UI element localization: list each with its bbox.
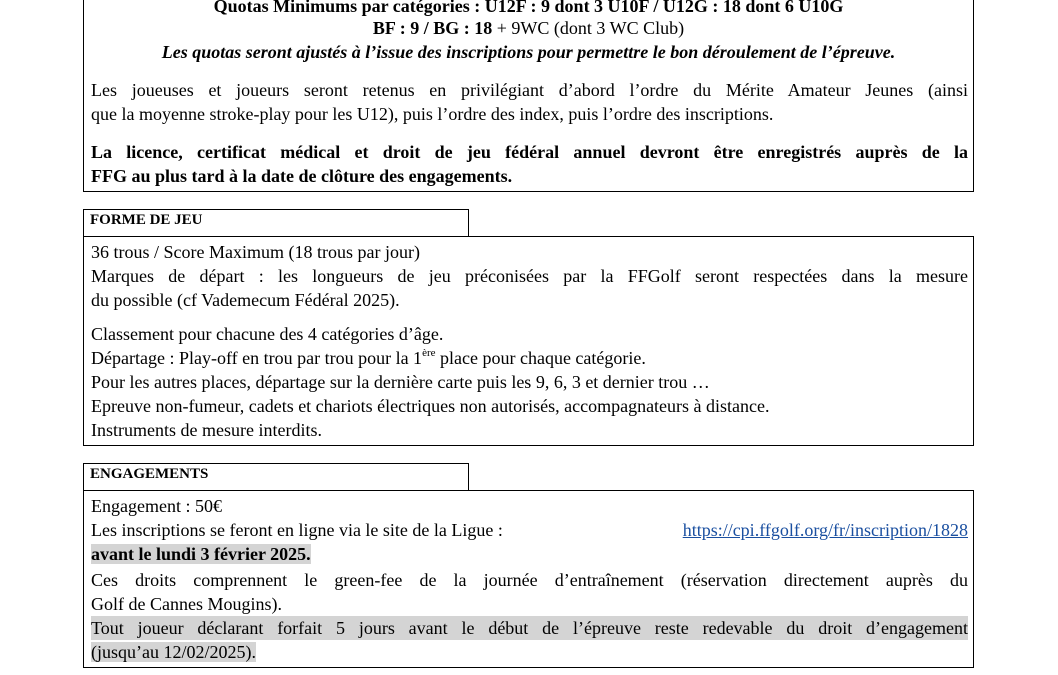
forme-line-2: Marques de départ : les longueurs de jeu préconisées par la FFGolf seront respectées dans la mesure — [91, 266, 968, 286]
engagement-fee: Engagement : 50€ — [91, 496, 222, 516]
selection-line-1: Les joueuses et joueurs seront retenus en privilégiant d’abord l’ordre du Mérite Amateur Jeunes (ainsi — [91, 80, 968, 100]
quotas-bf-bg — [84, 16, 973, 40]
engagement-inscription-text: Les inscriptions se feront en ligne via le site de la Ligue : — [91, 520, 503, 540]
forme-de-jeu-header — [83, 209, 469, 237]
forme-line-5-sup: ère — [422, 347, 436, 359]
forme-line-8: Instruments de mesure interdits. — [91, 420, 322, 440]
engagement-forfait-1 — [91, 616, 968, 640]
forme-line-3: du possible (cf Vademecum Fédéral 2025). — [91, 290, 400, 310]
quotas-box — [83, 0, 974, 192]
forme-line-7: Epreuve non-fumeur, cadets et chariots électriques non autorisés, accompagnateurs à distance. — [91, 396, 770, 416]
license-line-2: FFG au plus tard à la date de clôture des engagements. — [91, 166, 513, 186]
engagement-forfait-1-text: Tout joueur déclarant forfait 5 jours avant le début de l’épreuve reste redevable du droit d’engagement — [91, 618, 968, 638]
forme-line-5 — [91, 346, 973, 370]
engagements-header — [83, 463, 469, 491]
quotas-bf-bg-bold: BF : 9 / BG : 18 — [372, 18, 493, 38]
forme-line-6: Pour les autres places, départage sur la dernière carte puis les 9, 6, 3 et dernier trou … — [91, 372, 710, 392]
engagements-title: ENGAGEMENTS — [90, 466, 209, 482]
engagement-inscription-line — [91, 518, 968, 542]
engagement-deadline: avant le lundi 3 février 2025. — [91, 544, 311, 564]
forme-line-5-a: Départage : Play-off en trou par trou pour la 1 — [91, 348, 423, 368]
forme-line-5-b: place pour chaque catégorie. — [435, 348, 646, 368]
engagement-deadline-line — [91, 542, 973, 566]
engagement-greenfee-2: Golf de Cannes Mougins). — [91, 594, 282, 614]
selection-line-2: que la moyenne stroke-play pour les U12), puis l’ordre des index, puis l’ordre des inscriptions. — [91, 104, 774, 124]
engagement-forfait-2 — [91, 640, 973, 664]
engagements-box — [83, 490, 974, 668]
engagement-forfait-2-text: (jusqu’au 12/02/2025). — [91, 642, 256, 662]
quotas-note: Les quotas seront ajustés à l’issue des inscriptions pour permettre le bon déroulement de l’épreuve. — [161, 42, 896, 62]
quotas-wc: + 9WC (dont 3 WC Club) — [492, 18, 685, 38]
forme-de-jeu-title: FORME DE JEU — [90, 212, 203, 228]
forme-de-jeu-box — [83, 236, 974, 446]
license-line-1: La licence, certificat médical et droit de jeu fédéral annuel devront être enregistrés auprès de la — [91, 142, 968, 162]
inscription-link[interactable]: https://cpi.ffgolf.org/fr/inscription/1828 — [682, 520, 968, 540]
engagement-greenfee-1: Ces droits comprennent le green-fee de la journée d’entraînement (réservation directement auprès du — [91, 570, 968, 590]
forme-line-1: 36 trous / Score Maximum (18 trous par jour) — [91, 242, 420, 262]
quotas-title: Quotas Minimums par catégories : U12F : 9 dont 3 U10F / U12G : 18 dont 6 U10G — [213, 0, 844, 16]
forme-line-4: Classement pour chacune des 4 catégories d’âge. — [91, 324, 444, 344]
